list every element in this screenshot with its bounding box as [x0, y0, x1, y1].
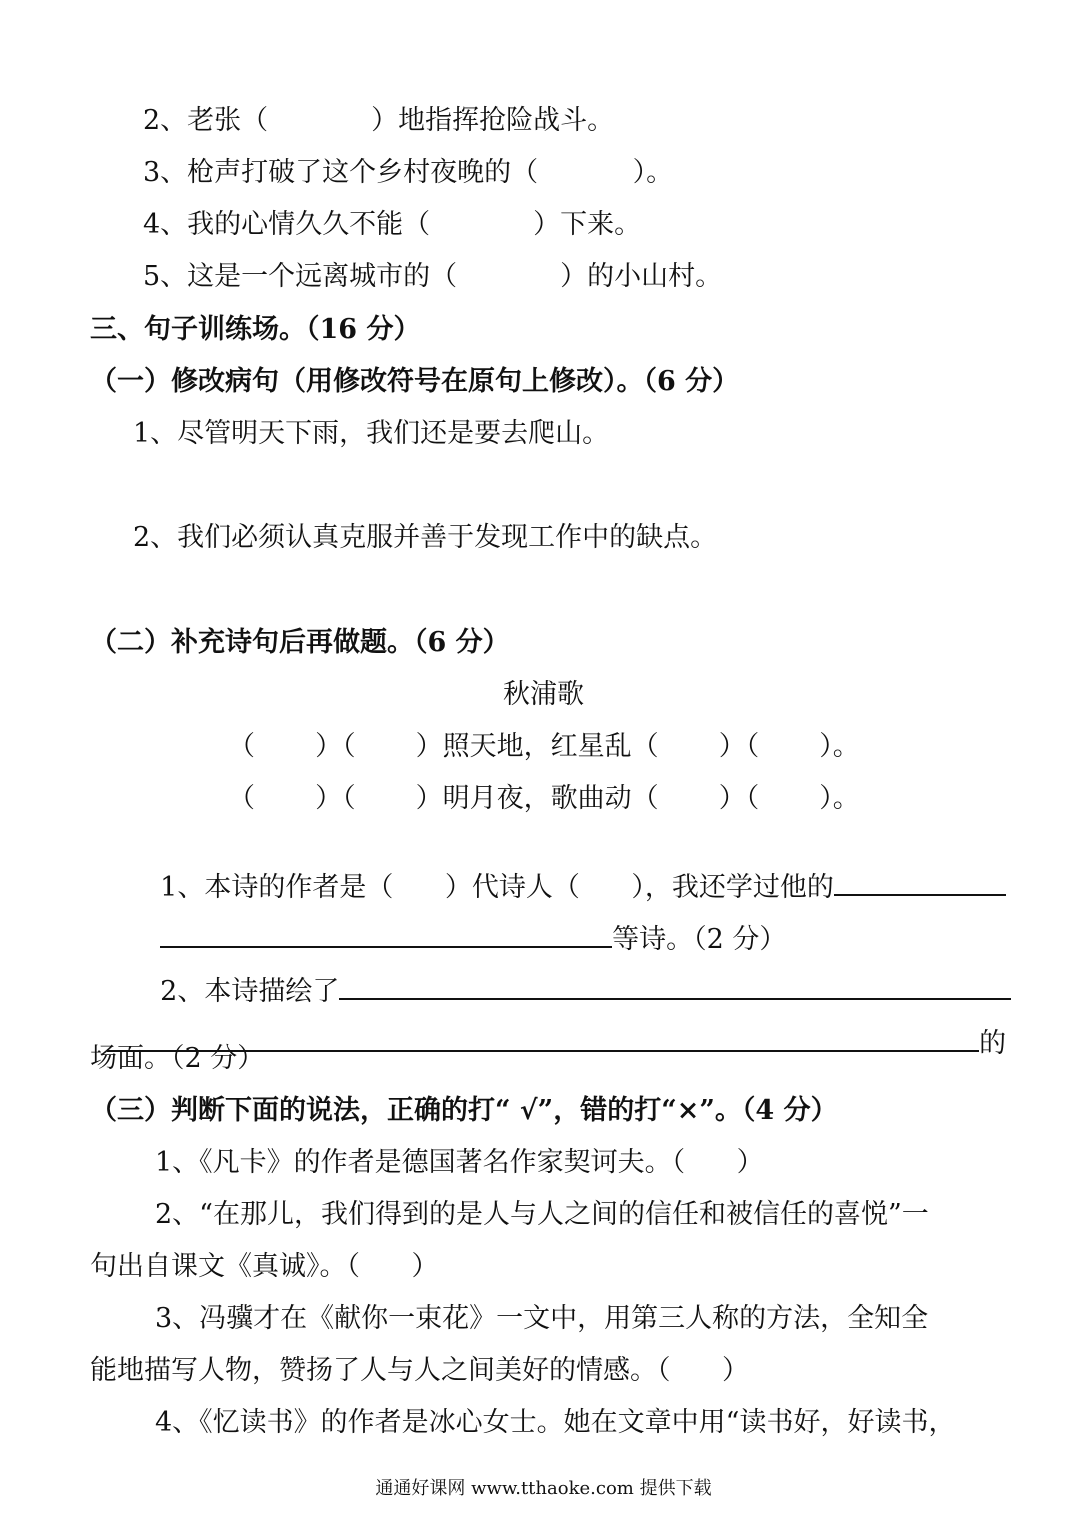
poem-title: 秋浦歌 — [503, 679, 584, 710]
subsection-1-heading: （一）修改病句（用修改符号在原句上修改）。（6 分） — [90, 366, 740, 397]
answer-line[interactable] — [834, 868, 1006, 896]
poem-question-2-suffix: 的 — [979, 1028, 1007, 1059]
judgement-item-3-continued: 能地描写人物，赞扬了人与人之间美好的情感。（ ） — [90, 1355, 749, 1386]
fill-blank-item-4: 4、我的心情久久不能（ ）下来。 — [143, 209, 642, 240]
poem-line-1: （ ）（ ）照天地，红星乱（ ）（ ）。 — [228, 731, 860, 762]
poem-question-2-text: 2、本诗描绘了 — [160, 976, 340, 1007]
subsection-2-heading: （二）补充诗句后再做题。（6 分） — [90, 627, 510, 658]
poem-question-1-suffix: 等诗。（2 分） — [612, 924, 787, 955]
judgement-item-2-continued: 句出自课文《真诚》。（ ） — [90, 1251, 439, 1282]
subsection-3-heading: （三）判断下面的说法，正确的打“ √”，错的打“×”。（4 分） — [90, 1095, 838, 1126]
poem-line-2: （ ）（ ）明月夜，歌曲动（ ）（ ）。 — [228, 783, 860, 814]
sentence-correction-1: 1、尽管明天下雨，我们还是要去爬山。 — [133, 418, 610, 449]
sentence-correction-2: 2、我们必须认真克服并善于发现工作中的缺点。 — [133, 522, 718, 553]
section-3-heading: 三、句子训练场。（16 分） — [90, 314, 421, 345]
fill-blank-item-2: 2、老张（ ）地指挥抢险战斗。 — [143, 105, 615, 136]
judgement-item-2: 2、“在那儿，我们得到的是人与人之间的信任和被信任的喜悦”一 — [155, 1199, 929, 1230]
judgement-item-3: 3、冯骥才在《献你一束花》一文中，用第三人称的方法，全知全 — [155, 1303, 929, 1334]
fill-blank-item-5: 5、这是一个远离城市的（ ）的小山村。 — [143, 261, 723, 292]
judgement-item-4: 4、《忆读书》的作者是冰心女士。她在文章中用“读书好，好读书， — [155, 1407, 956, 1438]
poem-question-2-end: 场面。（2 分） — [90, 1043, 265, 1074]
poem-question-1-text: 1、本诗的作者是（ ）代诗人（ ），我还学过他的 — [160, 872, 834, 903]
judgement-item-1: 1、《凡卡》的作者是德国著名作家契诃夫。（ ） — [155, 1147, 764, 1178]
fill-blank-item-3: 3、枪声打破了这个乡村夜晚的（ ）。 — [143, 157, 674, 188]
page-footer: 通通好课网 www.tthaoke.com 提供下载 — [375, 1478, 712, 1499]
